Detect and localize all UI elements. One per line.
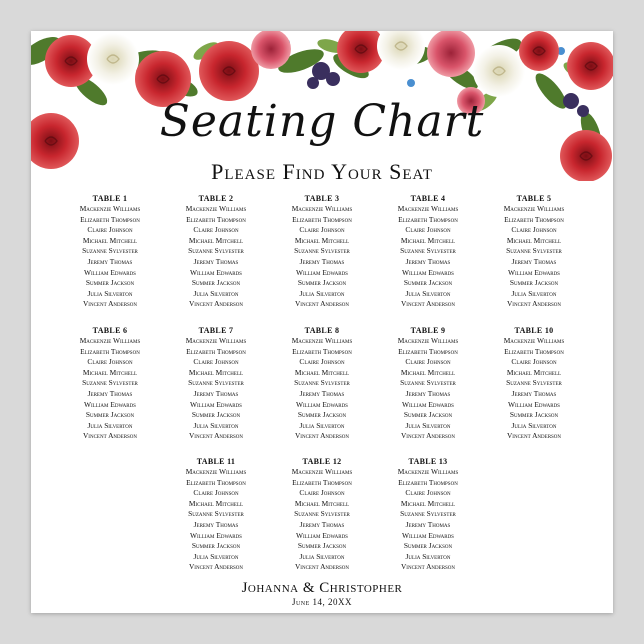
- guest-name: Summer Jackson: [297, 541, 347, 551]
- table-title: TABLE 10: [514, 326, 554, 335]
- table-block: [161, 456, 271, 573]
- table-title: TABLE 2: [198, 194, 234, 203]
- guest-name: Claire Johnson: [193, 488, 239, 498]
- guest-name: Julia Silverton: [193, 420, 239, 430]
- guest-name: Suzanne Sylvester: [506, 378, 562, 388]
- guest-name: Suzanne Sylvester: [294, 378, 350, 388]
- guest-name: Claire Johnson: [511, 357, 557, 367]
- guest-name: Jeremy Thomas: [511, 388, 557, 398]
- guest-name: Vincent Anderson: [506, 431, 562, 441]
- guest-name: Elizabeth Thompson: [504, 346, 564, 356]
- guest-name: Claire Johnson: [87, 357, 133, 367]
- guest-name: Elizabeth Thompson: [398, 477, 458, 487]
- guest-name: Michael Mitchell: [294, 498, 350, 508]
- guest-name: Summer Jackson: [403, 410, 453, 420]
- guest-name: Vincent Anderson: [82, 431, 138, 441]
- guest-name: Vincent Anderson: [294, 299, 350, 309]
- guest-name: Michael Mitchell: [506, 367, 562, 377]
- table-block: [161, 325, 271, 442]
- guest-name: William Edwards: [402, 267, 454, 277]
- guest-name: Mackenzie Williams: [185, 204, 247, 213]
- guest-name: Elizabeth Thompson: [398, 214, 458, 224]
- guest-name: Jeremy Thomas: [405, 256, 451, 266]
- guest-name: Summer Jackson: [297, 278, 347, 288]
- guest-name: Mackenzie Williams: [291, 467, 353, 476]
- guest-name: Vincent Anderson: [188, 431, 244, 441]
- guest-name: Mackenzie Williams: [79, 204, 141, 213]
- table-block: [267, 193, 377, 310]
- guest-name: Summer Jackson: [191, 410, 241, 420]
- guest-name: Michael Mitchell: [188, 367, 244, 377]
- guest-name: William Edwards: [402, 530, 454, 540]
- couple-names: Johanna & Christopher: [241, 580, 403, 596]
- guest-name: Mackenzie Williams: [397, 467, 459, 476]
- guest-name: Summer Jackson: [403, 278, 453, 288]
- guest-name: Summer Jackson: [191, 278, 241, 288]
- table-block: [479, 193, 589, 310]
- guest-name: Suzanne Sylvester: [82, 378, 138, 388]
- guest-name: Jeremy Thomas: [405, 519, 451, 529]
- guest-name: Michael Mitchell: [82, 235, 138, 245]
- table-title: TABLE 4: [410, 194, 446, 203]
- guest-name: Michael Mitchell: [506, 235, 562, 245]
- guest-name: Mackenzie Williams: [185, 336, 247, 345]
- guest-name: Vincent Anderson: [188, 562, 244, 572]
- guest-name: Suzanne Sylvester: [188, 246, 244, 256]
- guest-name: Julia Silverton: [299, 420, 345, 430]
- guest-name: Mackenzie Williams: [185, 467, 247, 476]
- guest-name: Elizabeth Thompson: [186, 477, 246, 487]
- guest-name: Julia Silverton: [405, 420, 451, 430]
- guest-name: Summer Jackson: [85, 278, 135, 288]
- guest-name: Claire Johnson: [193, 357, 239, 367]
- guest-name: Jeremy Thomas: [299, 256, 345, 266]
- table-title: TABLE 1: [92, 194, 128, 203]
- guest-name: Vincent Anderson: [400, 562, 456, 572]
- guest-name: Elizabeth Thompson: [80, 346, 140, 356]
- guest-name: Claire Johnson: [299, 225, 345, 235]
- guest-name: Jeremy Thomas: [511, 256, 557, 266]
- guest-name: Claire Johnson: [193, 225, 239, 235]
- guest-name: Mackenzie Williams: [291, 336, 353, 345]
- guest-name: Suzanne Sylvester: [400, 246, 456, 256]
- guest-name: Julia Silverton: [405, 551, 451, 561]
- guest-name: Mackenzie Williams: [503, 204, 565, 213]
- guest-name: Jeremy Thomas: [405, 388, 451, 398]
- guest-name: Julia Silverton: [511, 420, 557, 430]
- guest-name: Summer Jackson: [85, 410, 135, 420]
- guest-name: Mackenzie Williams: [397, 336, 459, 345]
- guest-name: Suzanne Sylvester: [188, 509, 244, 519]
- table-title: TABLE 7: [198, 326, 234, 335]
- guest-name: Jeremy Thomas: [87, 256, 133, 266]
- table-title: TABLE 12: [302, 457, 342, 466]
- guest-name: William Edwards: [508, 267, 560, 277]
- guest-name: Jeremy Thomas: [87, 388, 133, 398]
- guest-name: Vincent Anderson: [294, 562, 350, 572]
- guest-name: Suzanne Sylvester: [188, 378, 244, 388]
- guest-name: William Edwards: [84, 267, 136, 277]
- guest-name: William Edwards: [296, 399, 348, 409]
- guest-name: William Edwards: [296, 267, 348, 277]
- table-block: [161, 193, 271, 310]
- seating-chart-poster: [31, 31, 613, 613]
- table-block: [479, 325, 589, 442]
- guest-name: Julia Silverton: [299, 551, 345, 561]
- guest-name: Michael Mitchell: [294, 367, 350, 377]
- guest-name: Suzanne Sylvester: [294, 509, 350, 519]
- guest-name: Suzanne Sylvester: [294, 246, 350, 256]
- table-title: TABLE 9: [410, 326, 446, 335]
- table-title: TABLE 5: [516, 194, 552, 203]
- guest-name: Elizabeth Thompson: [292, 477, 352, 487]
- guest-name: William Edwards: [190, 267, 242, 277]
- guest-name: Julia Silverton: [299, 288, 345, 298]
- guest-name: Summer Jackson: [403, 541, 453, 551]
- guest-name: Julia Silverton: [405, 288, 451, 298]
- table-title: TABLE 11: [196, 457, 236, 466]
- guest-name: Claire Johnson: [299, 488, 345, 498]
- guest-name: Elizabeth Thompson: [292, 214, 352, 224]
- guest-name: Mackenzie Williams: [397, 204, 459, 213]
- table-block: [373, 193, 483, 310]
- guest-name: Vincent Anderson: [400, 431, 456, 441]
- guest-name: Jeremy Thomas: [193, 519, 239, 529]
- poster-title: Seating Chart: [159, 96, 485, 147]
- guest-name: Julia Silverton: [193, 288, 239, 298]
- guest-name: Michael Mitchell: [294, 235, 350, 245]
- guest-name: Mackenzie Williams: [503, 336, 565, 345]
- table-title: TABLE 6: [92, 326, 128, 335]
- guest-name: Mackenzie Williams: [291, 204, 353, 213]
- guest-name: Julia Silverton: [87, 288, 133, 298]
- table-block: [373, 456, 483, 573]
- guest-name: Suzanne Sylvester: [400, 378, 456, 388]
- guest-name: Michael Mitchell: [400, 367, 456, 377]
- guest-name: Jeremy Thomas: [193, 388, 239, 398]
- guest-name: Summer Jackson: [509, 278, 559, 288]
- guest-name: Claire Johnson: [511, 225, 557, 235]
- table-title: TABLE 13: [408, 457, 448, 466]
- guest-name: Elizabeth Thompson: [292, 346, 352, 356]
- table-title: TABLE 8: [304, 326, 340, 335]
- table-block: [55, 193, 165, 310]
- guest-name: Summer Jackson: [191, 541, 241, 551]
- guest-name: Mackenzie Williams: [79, 336, 141, 345]
- guest-name: Suzanne Sylvester: [82, 246, 138, 256]
- guest-name: Michael Mitchell: [400, 498, 456, 508]
- table-block: [373, 325, 483, 442]
- guest-name: Vincent Anderson: [400, 299, 456, 309]
- guest-name: Jeremy Thomas: [299, 519, 345, 529]
- guest-name: Elizabeth Thompson: [504, 214, 564, 224]
- guest-name: Julia Silverton: [511, 288, 557, 298]
- event-date: June 14, 20XX: [291, 597, 353, 607]
- guest-name: Michael Mitchell: [400, 235, 456, 245]
- guest-name: Claire Johnson: [87, 225, 133, 235]
- guest-name: Michael Mitchell: [82, 367, 138, 377]
- table-block: [267, 456, 377, 573]
- guest-name: Michael Mitchell: [188, 235, 244, 245]
- guest-name: Claire Johnson: [405, 225, 451, 235]
- poster-subtitle: Please Find Your Seat: [211, 159, 433, 184]
- guest-name: Summer Jackson: [297, 410, 347, 420]
- guest-name: Claire Johnson: [405, 488, 451, 498]
- guest-name: William Edwards: [296, 530, 348, 540]
- guest-name: Michael Mitchell: [188, 498, 244, 508]
- guest-name: Suzanne Sylvester: [400, 509, 456, 519]
- guest-name: Elizabeth Thompson: [186, 214, 246, 224]
- guest-name: William Edwards: [190, 399, 242, 409]
- guest-name: Vincent Anderson: [506, 299, 562, 309]
- guest-name: Julia Silverton: [87, 420, 133, 430]
- guest-name: Vincent Anderson: [188, 299, 244, 309]
- guest-name: Elizabeth Thompson: [80, 214, 140, 224]
- guest-name: William Edwards: [402, 399, 454, 409]
- guest-name: Elizabeth Thompson: [186, 346, 246, 356]
- guest-name: Elizabeth Thompson: [398, 346, 458, 356]
- table-title: TABLE 3: [304, 194, 340, 203]
- guest-name: Claire Johnson: [299, 357, 345, 367]
- table-block: [267, 325, 377, 442]
- guest-name: William Edwards: [190, 530, 242, 540]
- guest-name: Vincent Anderson: [82, 299, 138, 309]
- guest-name: Vincent Anderson: [294, 431, 350, 441]
- guest-name: Julia Silverton: [193, 551, 239, 561]
- guest-name: William Edwards: [84, 399, 136, 409]
- table-block: [55, 325, 165, 442]
- guest-name: Jeremy Thomas: [299, 388, 345, 398]
- guest-name: Claire Johnson: [405, 357, 451, 367]
- guest-name: Jeremy Thomas: [193, 256, 239, 266]
- guest-name: Summer Jackson: [509, 410, 559, 420]
- guest-name: William Edwards: [508, 399, 560, 409]
- guest-name: Suzanne Sylvester: [506, 246, 562, 256]
